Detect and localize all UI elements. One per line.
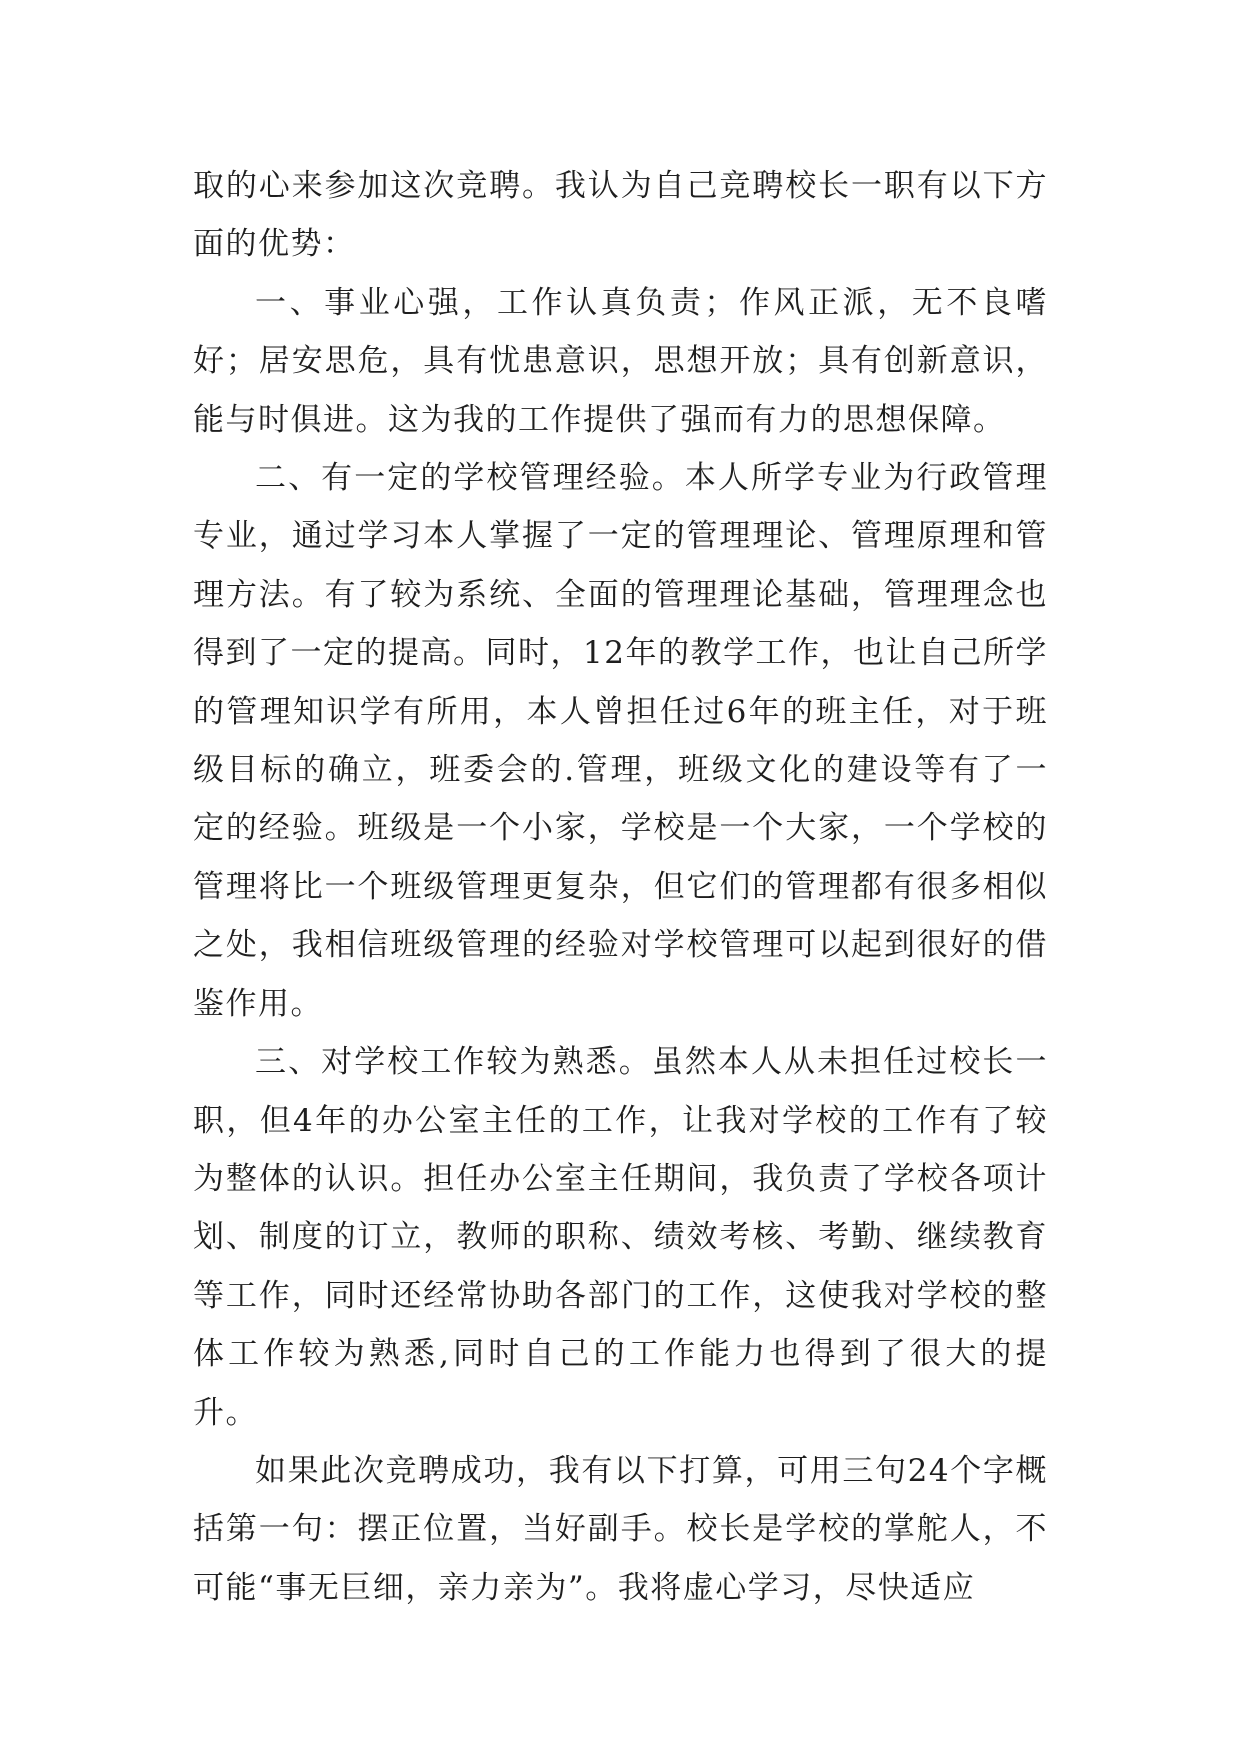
document-page <box>193 157 1048 1617</box>
paragraph-advantage-one: 一、事业心强，工作认真负责；作风正派，无不良嗜好；居安思危，具有忧患意识，思想开放；具有创新意识，能与时俱进。这为我的工作提供了强而有力的思想保障。 <box>193 284 1048 438</box>
paragraph-intro: 取的心来参加这次竞聘。我认为自己竞聘校长一职有以下方面的优势： <box>193 168 1048 263</box>
paragraph-advantage-three: 三、对学校工作较为熟悉。虽然本人从未担任过校长一职，但4年的办公室主任的工作，让我对学校的工作有了较为整体的认识。担任办公室主任期间，我负责了学校各项计划、制度的订立，教师的职称、绩效考核、考勤、继续教育等工作，同时还经常协助各部门的工作，这使我对学校的整体工作较为熟悉,同时自己的工作能力也得到了很大的提升。 <box>193 1044 1048 1431</box>
paragraph-advantage-two: 二、有一定的学校管理经验。本人所学专业为行政管理专业，通过学习本人掌握了一定的管理理论、管理原理和管理方法。有了较为系统、全面的管理理论基础，管理理念也得到了一定的提高。同时，12年的教学工作，也让自己所学的管理知识学有所用，本人曾担任过6年的班主任，对于班级目标的确立，班委会的.管理，班级文化的建设等有了一定的经验。班级是一个小家，学校是一个大家，一个学校的管理将比一个班级管理更复杂，但它们的管理都有很多相似之处，我相信班级管理的经验对学校管理可以起到很好的借鉴作用。 <box>193 460 1048 1022</box>
paragraph-plan: 如果此次竞聘成功，我有以下打算，可用三句24个字概括第一句：摆正位置，当好副手。校长是学校的掌舵人，不可能“事无巨细，亲力亲为”。我将虚心学习，尽快适应 <box>193 1452 1048 1606</box>
